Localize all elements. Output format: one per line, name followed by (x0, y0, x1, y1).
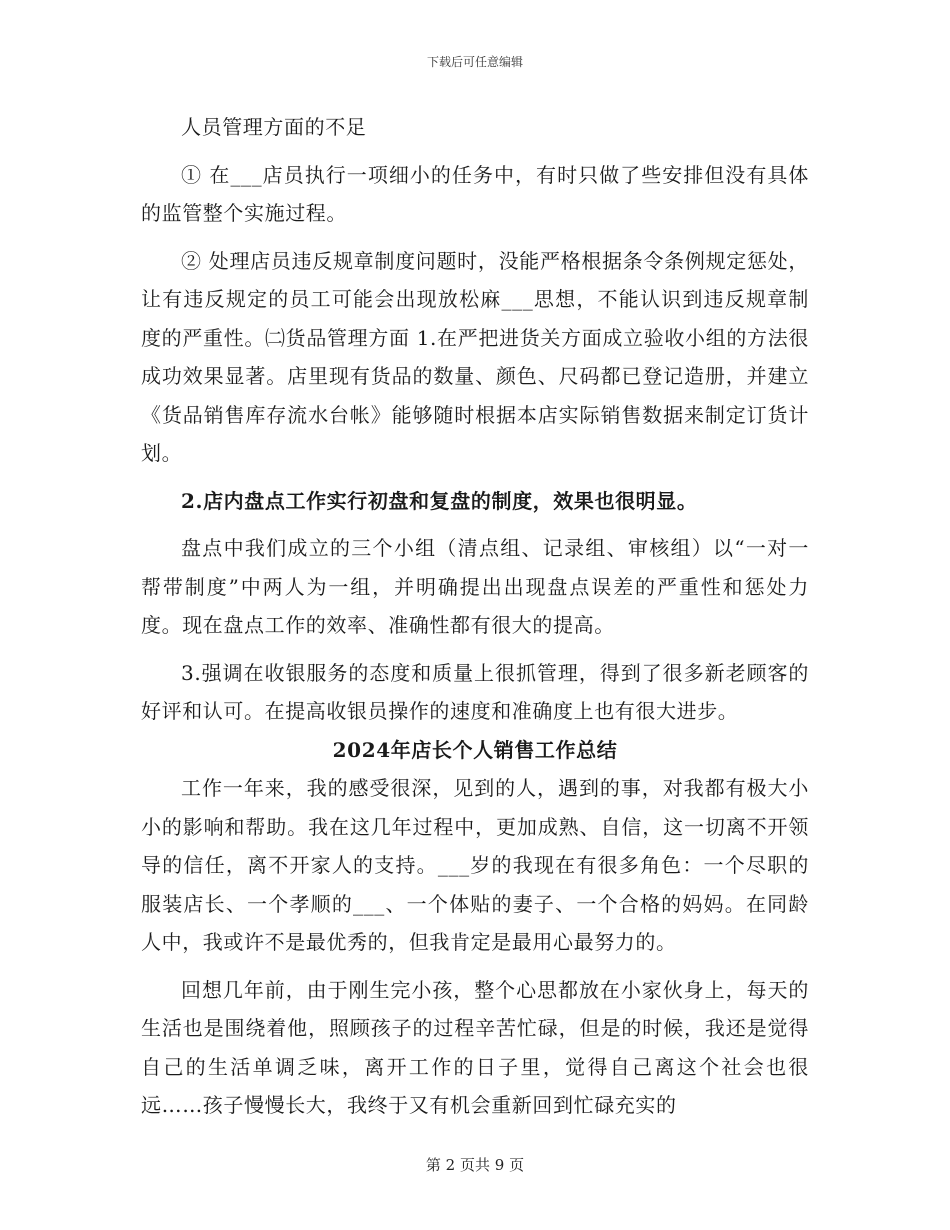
paragraph-inventory-heading: 2.店内盘点工作实行初盘和复盘的制度，效果也很明显。 (181, 488, 698, 513)
paragraph-year-review: 工作一年来，我的感受很深，见到的人，遇到的事，对我都有极大小小的影响和帮助。我在这几年过程中，更加成熟、自信，这一切离不开领导的信任，离不开家人的支持。___岁的我现在有很多角色：一个尽职的服装店长、一个孝顺的___、一个体贴的妻子、一个合格的妈妈。在同龄人中，我或许不是最优秀的，但我肯定是最用心最努力的。 (141, 776, 809, 954)
section-heading-staff-management: 人员管理方面的不足 (181, 115, 367, 139)
document-title: 2024年店长个人销售工作总结 (332, 737, 618, 762)
paragraph-recollection: 回想几年前，由于刚生完小孩，整个心思都放在小家伙身上，每天的生活也是围绕着他，照顾孩子的过程辛苦忙碌，但是的时候，我还是觉得自己的生活单调乏味，离开工作的日子里，觉得自己离这个社会也很远……孩子慢慢长大，我终于又有机会重新回到忙碌充实的 (141, 977, 809, 1117)
page-header: 下载后可任意编辑 (426, 55, 523, 69)
document-body (141, 108, 809, 1125)
paragraph-item-2: ② 处理店员违反规章制度问题时，没能严格根据条令条例规定惩处，让有违反规定的员工可能会出现放松麻___思想，不能认识到违反规章制度的严重性。㈡货品管理方面 1.在严把进货关方面成立验收小组的方法很成功效果显著。店里现有货品的数量、颜色、尺码都已登记造册，并建立《货品销售库存流水台帐》能够随时根据本店实际销售数据来制定订货计划。 (141, 248, 809, 465)
paragraph-cashier-service: 3.强调在收银服务的态度和质量上很抓管理，得到了很多新老顾客的好评和认可。在提高收银员操作的速度和准确度上也有很大进步。 (141, 660, 809, 723)
paragraph-inventory-groups: 盘点中我们成立的三个小组（清点组、记录组、审核组）以“一对一帮带制度”中两人为一组，并明确提出出现盘点误差的严重性和惩处力度。现在盘点工作的效率、准确性都有很大的提高。 (141, 536, 809, 637)
paragraph-item-1: ① 在___店员执行一项细小的任务中，有时只做了些安排但没有具体的监管整个实施过程。 (141, 162, 809, 225)
page-number: 第 2 页共 9 页 (425, 1156, 525, 1174)
